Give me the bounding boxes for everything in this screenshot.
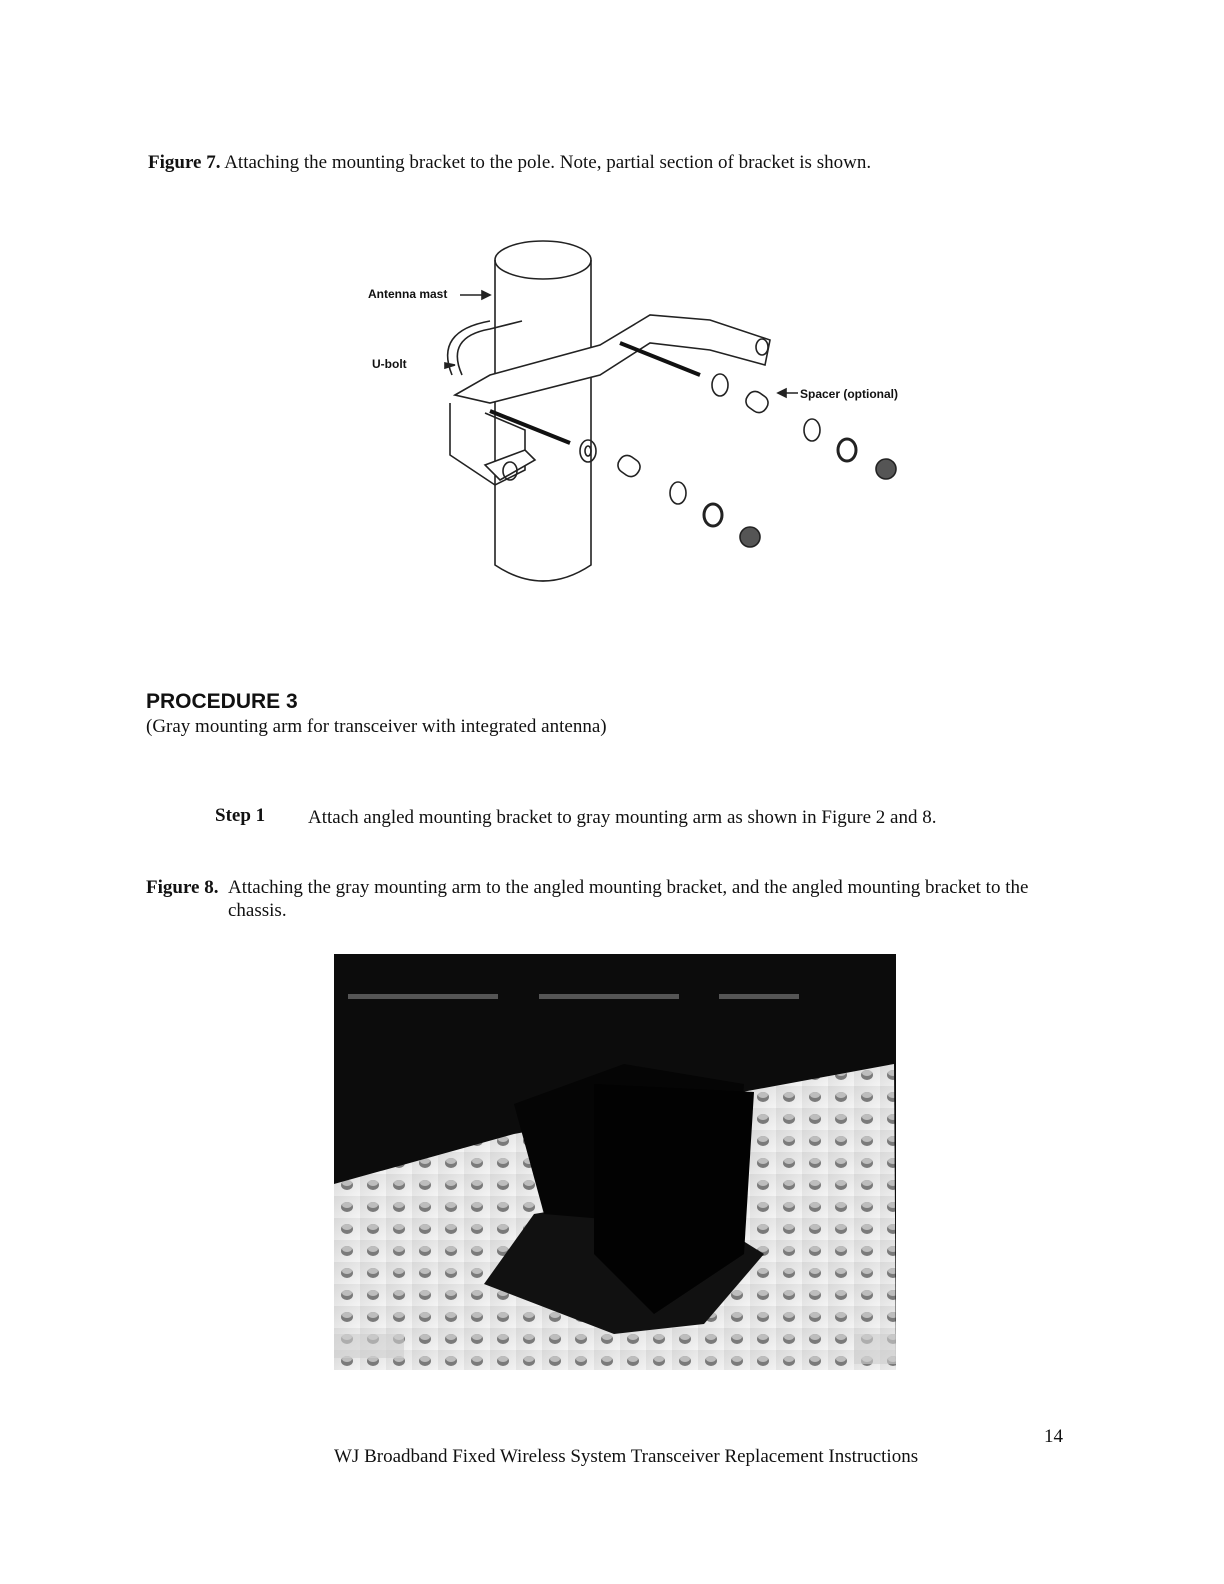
figure-7-caption-text: Attaching the mounting bracket to the pole. Note, partial section of bracket is shown. [224, 152, 872, 173]
figure-7-number: Figure 7. [148, 152, 221, 173]
step-1-label: Step 1 [215, 805, 266, 826]
figure-7-mounting-diagram [350, 225, 930, 595]
antenna-mast-label: Antenna mast [368, 287, 448, 301]
figure-8-photo [334, 954, 896, 1370]
u-bolt-label: U-bolt [372, 357, 407, 371]
procedure-subtitle: (Gray mounting arm for transceiver with integrated antenna) [146, 716, 607, 737]
spacer-label: Spacer (optional) [800, 387, 899, 401]
step-1-text: Attach angled mounting bracket to gray mounting arm as shown in Figure 2 and 8. [308, 807, 937, 828]
figure-8-caption [146, 876, 1076, 922]
figure-8-number: Figure 8. [146, 877, 219, 898]
procedure-heading: PROCEDURE 3 [146, 690, 298, 713]
figure-8-caption-line-2: chassis. [228, 900, 287, 921]
figure-8-caption-line-1: Attaching the gray mounting arm to the angled mounting bracket, and the angled mounting bracket to the [228, 877, 1029, 898]
page-footer: WJ Broadband Fixed Wireless System Transceiver Replacement Instructions [334, 1446, 919, 1467]
figure-7-caption [148, 151, 1148, 174]
page-number: 14 [1044, 1426, 1063, 1447]
